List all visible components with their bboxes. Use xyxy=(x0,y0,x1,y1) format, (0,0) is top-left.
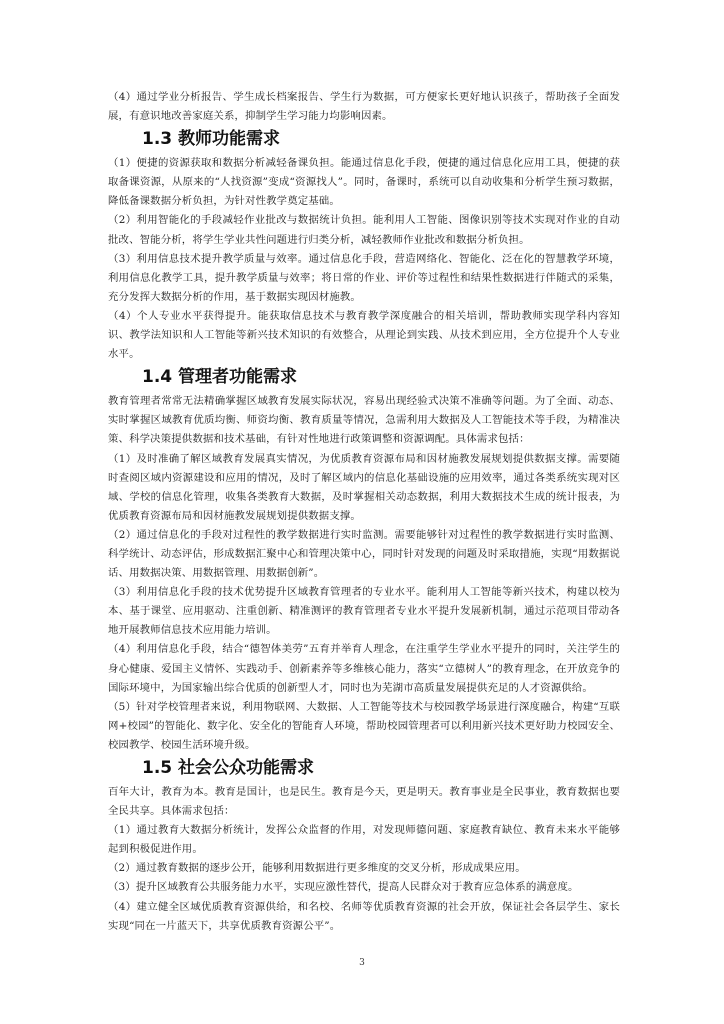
paragraph: （4）通过学业分析报告、学生成长档案报告、学生行为数据，可方便家长更好地认识孩子，帮助孩子全面发展，有意识地改善家庭关系，抑制学生学习能力均影响因素。 xyxy=(108,91,620,123)
paragraph: （2）通过信息化的手段对过程性的教学数据进行实时监测。需要能够针对过程性的教学数据进行实时监测、科学统计、动态评估，形成数据汇聚中心和管理决策中心，同时针对发现的问题及时采取措施，实现“用数据说话、用数据决策、用数据管理、用数据创新”。 xyxy=(108,528,620,580)
paragraph: （3）提升区域教育公共服务能力水平，实现应激性替代，提高人民群众对于教育应急体系的满意度。 xyxy=(108,881,579,894)
paragraph: （2）利用智能化的手段减轻作业批改与数据统计负担。能利用人工智能、图像识别等技术实现对作业的自动批改、智能分析，将学生学业共性问题进行归类分析，减轻教师作业批改和数据分析负担。 xyxy=(108,214,620,246)
paragraph: （4）建立健全区域优质教育资源供给，和名校、名师等优质教育资源的社会开放，保证社会各层学生、家长实现“同在一片蓝天下，共享优质教育资源公平”。 xyxy=(108,900,620,932)
section-heading: 1.3 教师功能需求 xyxy=(142,129,281,150)
paragraph: （1）便捷的资源获取和数据分析减轻备课负担。能通过信息化手段，便捷的通过信息化应用工具，便捷的获取备课资源，从原来的“人找资源”变成“资源找人”。同时，备课时，系统可以自动收集和分析学生预习数据，降低备课数据分析负担，为针对性教学奠定基础。 xyxy=(108,157,620,208)
document-body xyxy=(108,88,620,936)
section-heading: 1.5 社会公众功能需求 xyxy=(142,758,315,778)
paragraph: （2）通过教育数据的逐步公开，能够利用数据进行更多维度的交叉分析，形成成果应用。 xyxy=(108,862,526,875)
paragraph: （4）个人专业水平获得提升。能获取信息技术与教育教学深度融合的相关培训，帮助教师实现学科内容知识、教学法知识和人工智能等新兴技术知识的有效整合，从理论到实践、从技术到应用，全方位提升个人专业水平。 xyxy=(108,309,620,361)
paragraph: 百年大计，教育为本。教育是国计，也是民生。教育是今天，更是明天。教育事业是全民事业，教育数据也要全民共享。具体需求包括： xyxy=(108,786,620,818)
paragraph: （5）针对学校管理者来说，利用物联网、大数据、人工智能等技术与校园教学场景进行深度融合，构建“互联网+校园”的智能化、数字化、安全化的智能育人环境，帮助校园管理者可以利用新兴技术更好助力校园安全、校园教学、校园生活环境升级。 xyxy=(108,700,620,751)
paragraph: 教育管理者常常无法精确掌握区域教育发展实际状况，容易出现经验式决策不准确等问题。为了全面、动态、实时掌握区域教育优质均衡、师资均衡、教育质量等情况，急需利用大数据及人工智能技术等手段，为精准决策、科学决策提供数据和技术基础，有针对性地进行政策调整和资源调配。具体需求包括： xyxy=(108,395,620,446)
paragraph: （3）利用信息技术提升教学质量与效率。通过信息化手段，营造网络化、智能化、泛在化的智慧教学环境，利用信息化教学工具，提升教学质量与效率；将日常的作业、评价等过程性和结果性数据进行伴随式的采集，充分发挥大数据分析的作用，基于数据实现因材施教。 xyxy=(108,252,620,303)
section-heading: 1.4 管理者功能需求 xyxy=(142,367,298,388)
paragraph: （1）通过教育大数据分析统计，发挥公众监督的作用，对发现师德问题、家庭教育缺位、教育未来水平能够起到积极促进作用。 xyxy=(108,824,620,856)
paragraph: （3）利用信息化手段的技术优势提升区域教育管理者的专业水平。能利用人工智能等新兴技术，构建以校为本、基于课堂、应用驱动、注重创新、精准测评的教育管理者专业水平提升发展新机制，通过示范项目带动各地开展教师信息技术应用能力培训。 xyxy=(108,586,620,637)
paragraph: （4）利用信息化手段，结合“德智体美劳”五育并举育人理念，在注重学生学业水平提升的同时，关注学生的身心健康、爱国主义情怀、实践动手、创新素养等多维核心能力，落实“立德树人”的教育理念，在开放竞争的国际环境中，为国家输出综合优质的创新型人才，同时也为芜湖市高质量发展提供充足的人才资源供给。 xyxy=(108,643,620,694)
page-number: 3 xyxy=(359,958,365,968)
paragraph: （1）及时准确了解区域教育发展真实情况，为优质教育资源布局和因材施教发展规划提供数据支撑。需要随时查阅区域内资源建设和应用的情况，及时了解区域内的信息化基础设施的应用效率，通过各类系统实现对区域、学校的信息化管理，收集各类教育大数据，及时掌握相关动态数据，利用大数据技术生成的统计报表，为优质教育资源布局和因材施教发展规划提供数据支撑。 xyxy=(108,452,620,522)
